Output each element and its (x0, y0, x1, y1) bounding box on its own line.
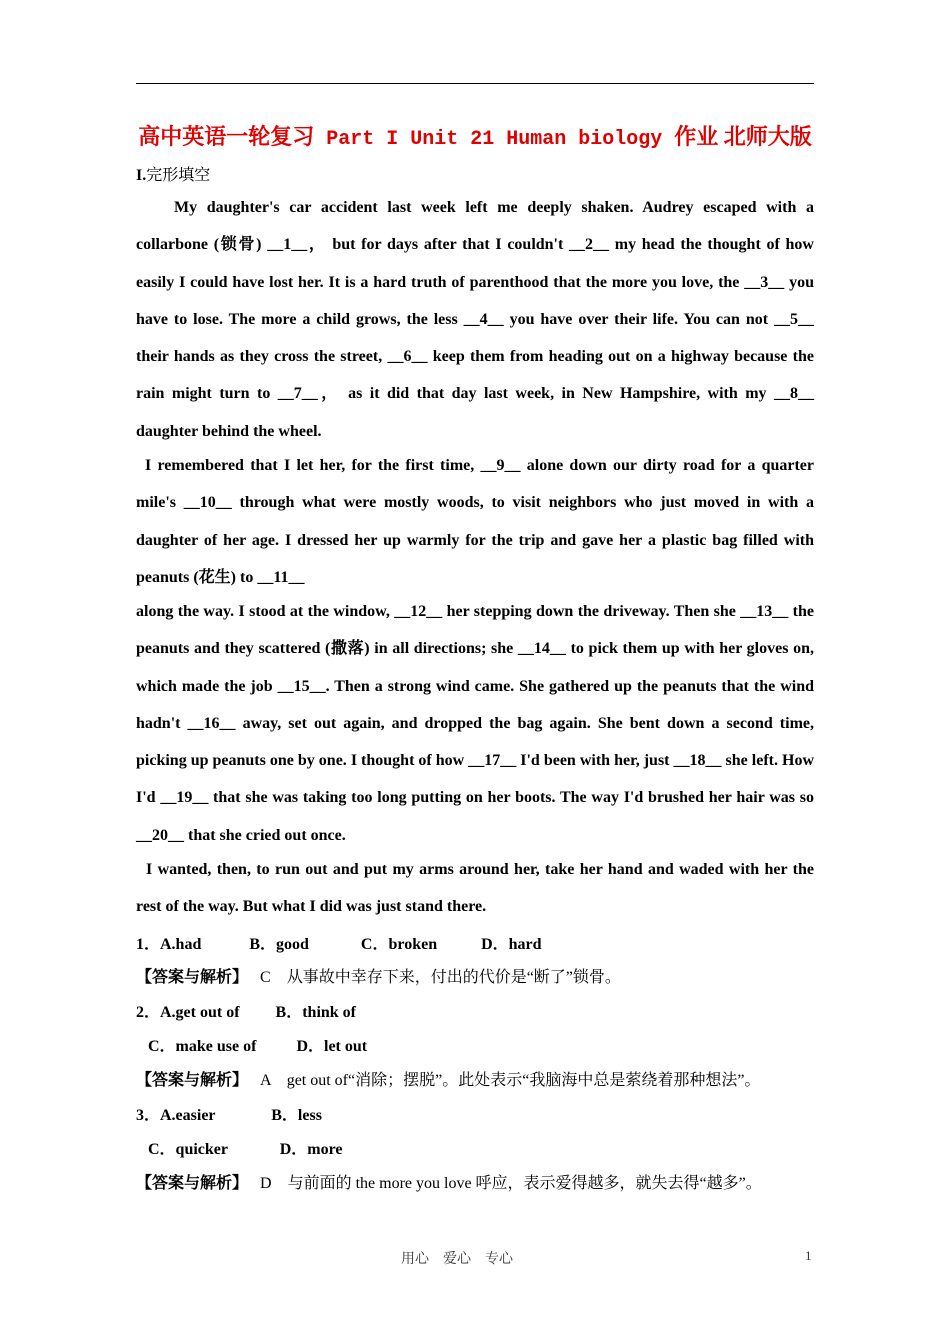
header-rule (136, 83, 814, 84)
question-3-options-row-1: 3．A.easier B．less (136, 1107, 322, 1124)
passage-paragraph-4: I wanted, then, to run out and put my arms around her, take her hand and waded with her the rest of the way. But what I did was just stand there. (136, 861, 814, 916)
answer-text: C 从事故中幸存下来，付出的代价是“断了”锁骨。 (248, 969, 621, 986)
passage-paragraph-1: My daughter's car accident last week left me deeply shaken. Audrey escaped with a collarbone (锁骨) __1__， but for days after that I couldn't __2__ my head the thought of how easily I could have lost her. It is a hard truth of parenthood that the more you love, the __3__ you have to lose. The more a child grows, the less __4__ you have over their life. You can not __5__ their hands as they cross the street, __6__ keep them from heading out on a highway because the rain might turn to __7__， as it did that day last week, in New Hampshire, with my __8__ daughter behind the wheel. (136, 199, 814, 440)
section-name: 完形填空 (146, 167, 211, 184)
question-1-answer (136, 964, 621, 987)
section-heading (136, 162, 210, 185)
title-prefix: 高中英语一轮复习 (138, 124, 315, 149)
question-2-answer (136, 1067, 760, 1090)
title-suffix: 作业 北师大版 (674, 124, 812, 149)
answer-label: 【答案与解析】 (136, 1175, 249, 1192)
footer-motto: 用心 爱心 专心 (401, 1252, 513, 1267)
question-3-answer (136, 1170, 762, 1193)
question-1-options: 1．A.had B．good C．broken D．hard (136, 936, 542, 953)
section-roman: I. (136, 167, 147, 184)
passage-paragraph-2: I remembered that I let her, for the first time, __9__ alone down our dirty road for a quarter mile's __10__ through what were mostly woods, to visit neighbors who just moved in with a daughter of her age. I dressed her up warmly for the trip and gave her a plastic bag filled with peanuts (花生) to __11__ (136, 457, 814, 586)
question-2-options-row-2: C．make use of D．let out (136, 1038, 368, 1055)
question-2-options-row-1: 2．A.get out of B．think of (136, 1004, 357, 1021)
answer-label: 【答案与解析】 (136, 1072, 249, 1089)
document-title (136, 120, 814, 151)
answer-text: A get out of“消除；摆脱”。此处表示“我脑海中总是萦绕着那种想法”。 (248, 1072, 761, 1089)
page-number: 1 (805, 1248, 812, 1263)
answer-text: D 与前面的 the more you love 呼应，表示爱得越多，就失去得“越多”。 (248, 1175, 762, 1192)
answer-label: 【答案与解析】 (136, 969, 249, 986)
question-3-options-row-2: C．quicker D．more (136, 1141, 343, 1158)
passage-paragraph-3: along the way. I stood at the window, __12__ her stepping down the driveway. Then she __13__ the peanuts and they scattered (撒落) in all directions; she __14__ to pick them up with her gloves on, which made the job __15__. Then a strong wind came. She gathered up the peanuts that the wind hadn't __16__ away, set out again, and dropped the bag again. She bent down a second time, picking up peanuts one by one. I thought of how __17__ I'd been with her, just __18__ she left. How I'd __19__ that she was taking too long putting on her boots. The way I'd brushed her hair was so __20__ that she cried out once. (136, 603, 814, 844)
title-english: Part I Unit 21 Human biology (314, 128, 675, 151)
